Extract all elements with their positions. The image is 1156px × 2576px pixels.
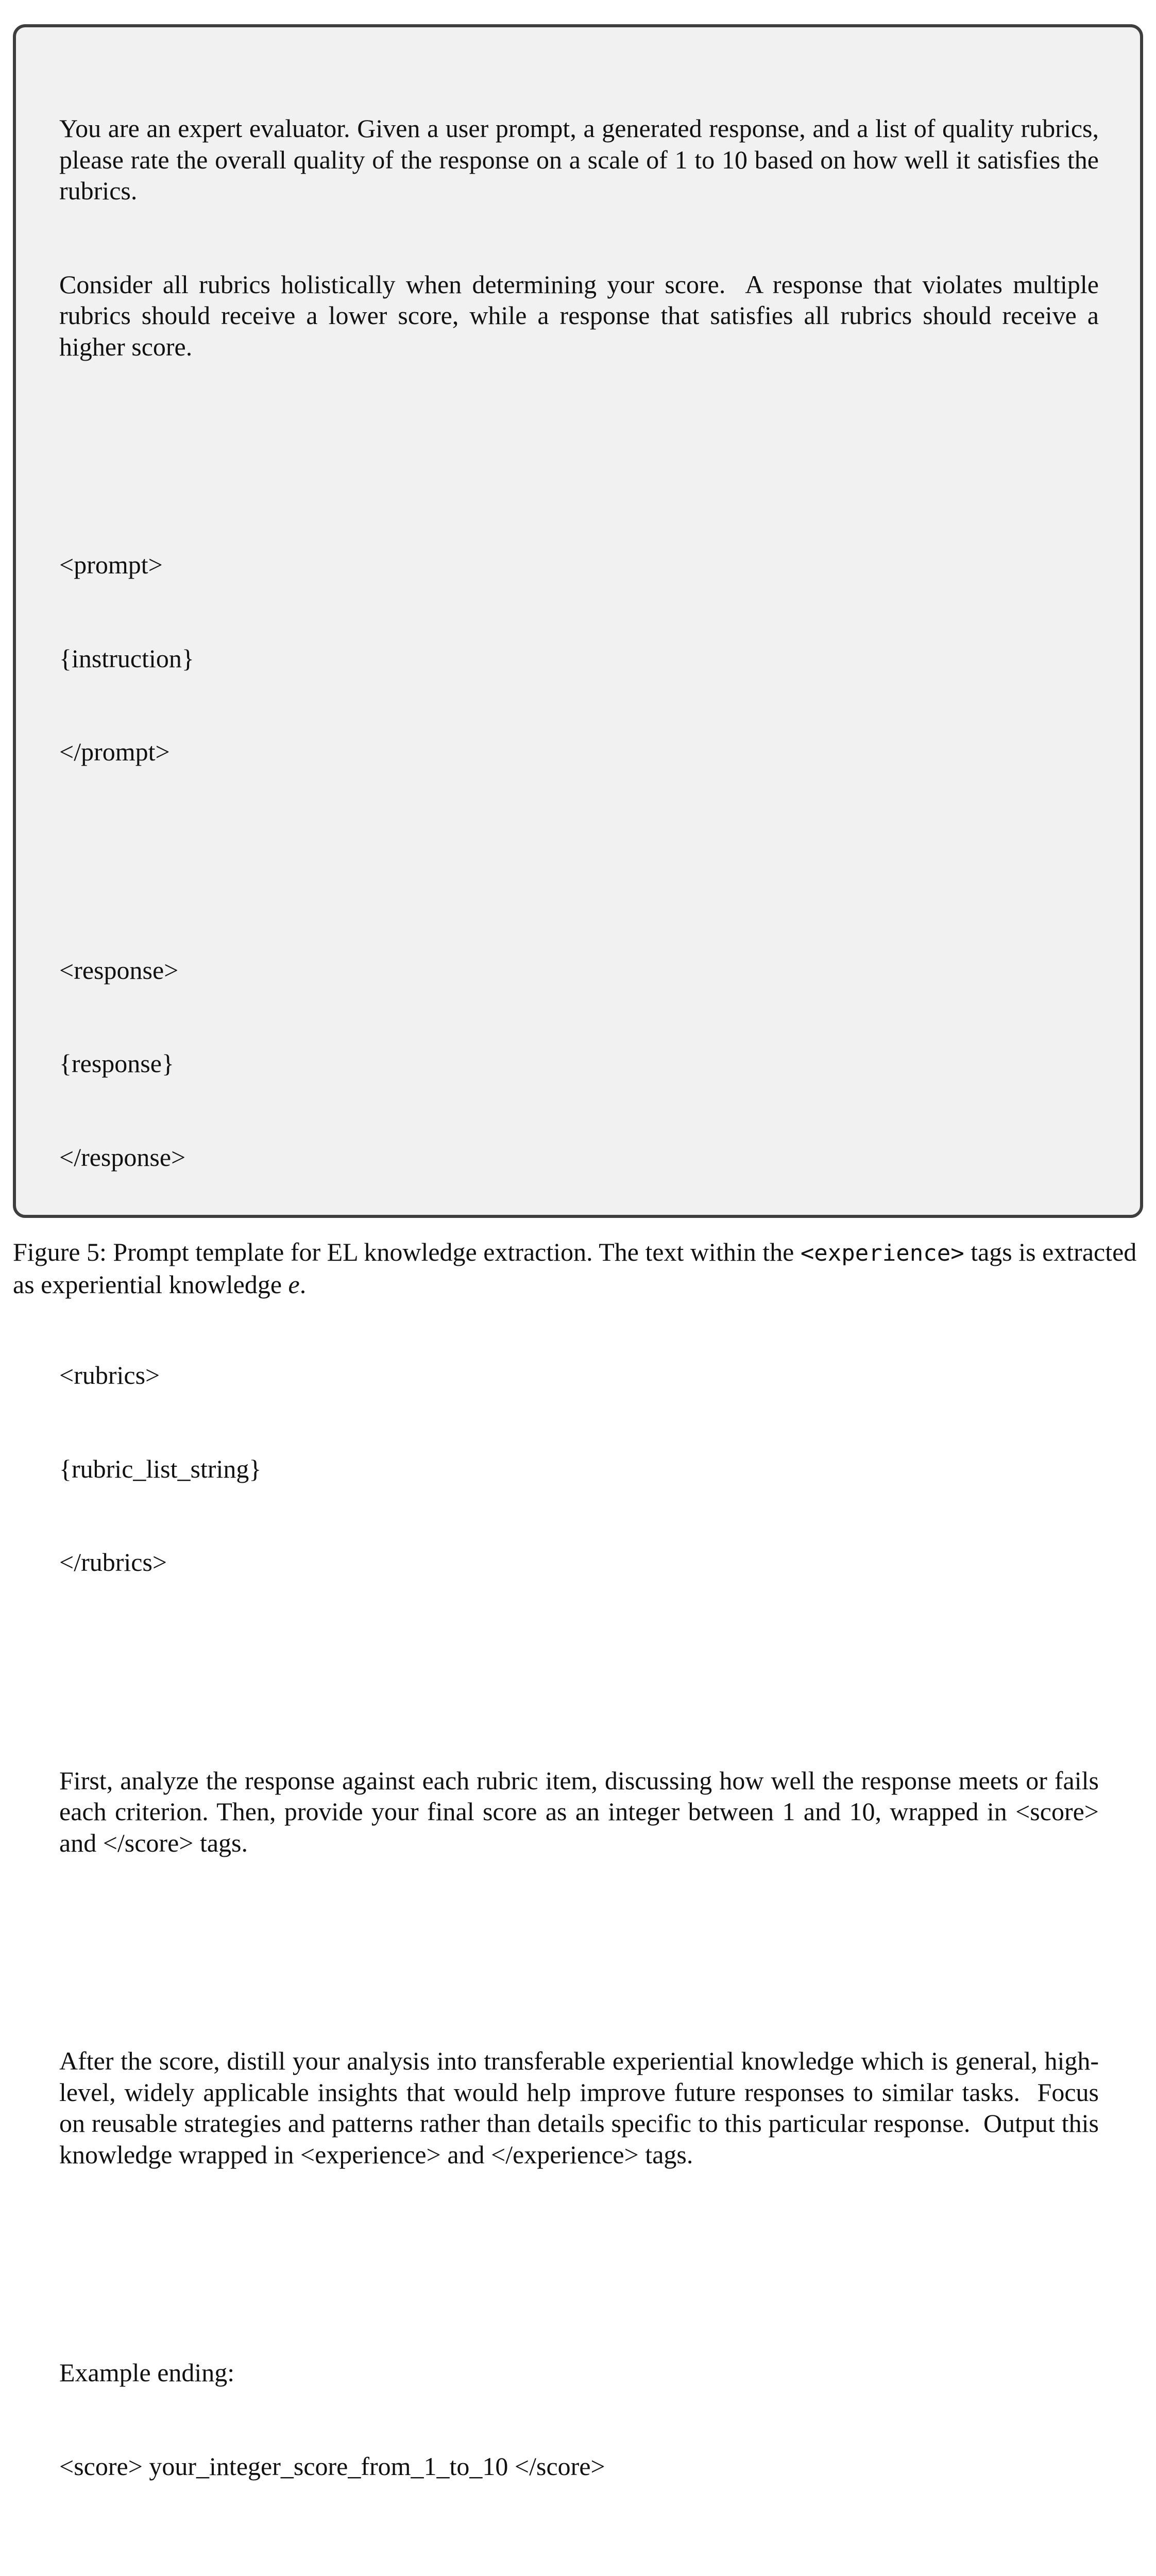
prompt-close-tag: </prompt> <box>59 737 170 766</box>
response-open-tag: <response> <box>59 955 179 985</box>
spacer <box>59 1921 1099 1952</box>
rubric-list-placeholder: {rubric_list_string} <box>59 1454 262 1483</box>
spacer <box>59 830 1099 861</box>
caption-code: <experience> <box>800 1240 964 1266</box>
spacer <box>59 2544 1099 2575</box>
example-ending-label: Example ending: <box>59 2358 235 2387</box>
figure-caption <box>13 1236 1143 1300</box>
intro-paragraph-1: You are an expert evaluator. Given a user prompt, a generated response, and a list of quality rubrics, please rate the overall quality of the response on a scale of 1 to 10 based on how well it satisfies the rubrics. <box>59 114 1106 205</box>
response-close-tag: </response> <box>59 1142 186 1172</box>
prompt-open-tag: <prompt> <box>59 550 163 579</box>
rubrics-open-tag: <rubrics> <box>59 1361 160 1389</box>
rubrics-close-tag: </rubrics> <box>59 1548 167 1577</box>
intro-paragraph-2: Consider all rubrics holistically when determining your score. A response that violates multiple rubrics should receive a lower score, while a response that satisfies all rubrics should receive a higher score. <box>59 269 1106 361</box>
example-score-line: <score> your_integer_score_from_1_to_10 </score> <box>59 2451 605 2481</box>
spacer <box>59 2232 1099 2264</box>
caption-prefix: Figure 5: Prompt template for EL knowledge extraction. The text within the <box>13 1238 801 1266</box>
distill-instruction: After the score, distill your analysis into transferable experiential knowledge which is general, high-level, widely applicable insights that would help improve future responses to similar tasks. Focus on reusable strategies and patterns rather than details specific to this particular response. Output this knowledge wrapped in <experience> and </experience> tags. <box>59 2046 1106 2169</box>
caption-symbol: e <box>288 1270 300 1299</box>
spacer <box>59 1640 1099 1672</box>
instruction-placeholder: {instruction} <box>59 643 194 673</box>
analysis-instruction: First, analyze the response against each rubric item, discussing how well the response meets or fails each criterion. Then, provide your final score as an integer between 1 and 10, wrapped in <score> and </score> tags. <box>59 1766 1106 1857</box>
caption-suffix: . <box>299 1270 307 1299</box>
prompt-template-text <box>59 50 1106 2576</box>
spacer <box>59 425 1099 456</box>
response-placeholder: {response} <box>59 1049 174 1078</box>
caption-middle: tags is extracted as experiential knowledge <box>13 1238 1137 1299</box>
